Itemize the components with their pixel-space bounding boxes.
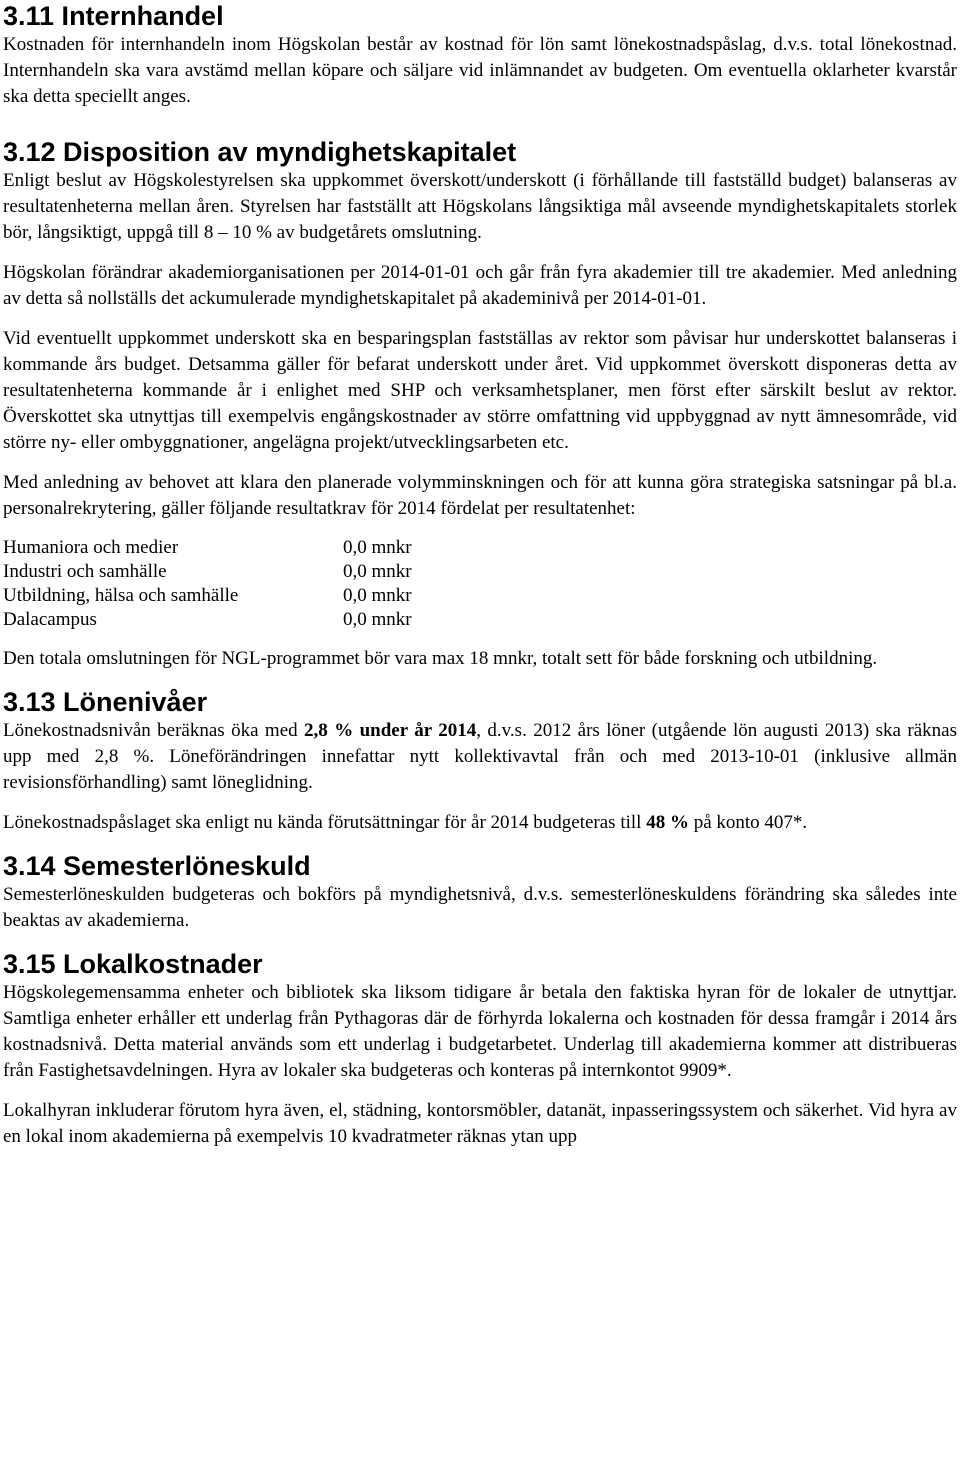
paragraph: Med anledning av behovet att klara den planerade volymminskningen och för att kunna göra strategiska satsningar på bl.a. personalrekrytering, gäller följande resultatkrav för 2014 fördelat per resultatenhet: bbox=[3, 472, 957, 519]
section-heading-3-11: 3.11 Internhandel bbox=[3, 1, 224, 31]
paragraph: Den totala omslutningen för NGL-programmet bör vara max 18 mnkr, totalt sett för både forskning och utbildning. bbox=[3, 648, 878, 669]
section-heading-3-12: 3.12 Disposition av myndighetskapitalet bbox=[3, 137, 517, 167]
section-heading-3-14: 3.14 Semesterlöneskuld bbox=[3, 851, 311, 881]
result-requirements-list bbox=[3, 536, 957, 632]
result-value: 0,0 mnkr bbox=[343, 561, 412, 582]
paragraph: Vid eventuellt uppkommet underskott ska en besparingsplan fastställas av rektor som påvisar hur underskottet balanseras i kommande års budget. Detsamma gäller för befarat underskott under året. Vid uppkommet överskott disponeras detta av resultatenheterna kommande år i enlighet med SHP och verksamhetsplaner, men först efter särskilt beslut av rektor. Överskottet ska utnyttjas till exempelvis engångskostnader av större omfattning vid uppbyggnad av nytt ämnesområde, vid större ny- eller ombyggnationer, angelägna projekt/utvecklingsarbeten etc. bbox=[3, 328, 957, 453]
text-span: på konto 407*. bbox=[688, 812, 808, 833]
bold-text: 2,8 % under år 2014 bbox=[304, 720, 477, 741]
text-span: Lönekostnadsnivån beräknas öka med bbox=[3, 720, 305, 741]
list-item bbox=[3, 608, 957, 632]
result-value: 0,0 mnkr bbox=[343, 609, 412, 630]
paragraph: Semesterlöneskulden budgeteras och bokförs på myndighetsnivå, d.v.s. semesterlöneskuldens förändring ska således inte beaktas av akademierna. bbox=[3, 884, 957, 931]
section-heading-3-15: 3.15 Lokalkostnader bbox=[3, 949, 263, 979]
bold-text: 48 % bbox=[646, 812, 689, 833]
section-heading-3-13: 3.13 Lönenivåer bbox=[3, 687, 208, 717]
paragraph: Kostnaden för internhandeln inom Högskolan består av kostnad för lön samt lönekostnadspåslag, d.v.s. total lönekostnad. Internhandeln ska vara avstämd mellan köpare och säljare vid inlämnandet av budgeten. Om eventuella oklarheter kvarstår ska detta speciellt anges. bbox=[3, 34, 957, 107]
result-unit-name: Utbildning, hälsa och samhälle bbox=[3, 585, 239, 606]
result-value: 0,0 mnkr bbox=[343, 537, 412, 558]
result-unit-name: Industri och samhälle bbox=[3, 561, 167, 582]
text-span: , d.v.s. 2012 års löner (utgående lön augusti 2013) ska räknas upp med 2,8 %. Löneförändringen innefattar nytt kollektivavtal från och med 2013-10-01 (inklusive allmän revisionsförhandling) samt löneglidning. bbox=[3, 720, 957, 793]
result-unit-name: Humaniora och medier bbox=[3, 537, 179, 558]
paragraph bbox=[3, 810, 957, 836]
list-item bbox=[3, 560, 957, 584]
list-item bbox=[3, 584, 957, 608]
list-item bbox=[3, 536, 957, 560]
result-value: 0,0 mnkr bbox=[343, 585, 412, 606]
paragraph: Enligt beslut av Högskolestyrelsen ska uppkommet överskott/underskott (i förhållande till fastställd budget) balanseras av resultatenheterna mellan åren. Styrelsen har fastställt att Högskolans långsiktiga mål avseende myndighetskapitalets storlek bör, långsiktigt, uppgå till 8 – 10 % av budgetårets omslutning. bbox=[3, 170, 957, 243]
paragraph: Högskolegemensamma enheter och bibliotek ska liksom tidigare år betala den faktiska hyran för de lokaler de utnyttjar. Samtliga enheter erhåller ett underlag från Pythagoras där de förhyrda lokalerna och kostnaden för dessa framgår i 2014 års kostnadsnivå. Detta material används som ett underlag i budgetarbetet. Underlag till akademierna kommer att distribueras från Fastighetsavdelningen. Hyra av lokaler ska budgeteras och konteras på internkontot 9909*. bbox=[3, 982, 957, 1081]
text-span: Lönekostnadspåslaget ska enligt nu kända förutsättningar för år 2014 budgeteras till bbox=[3, 812, 647, 833]
paragraph: Lokalhyran inkluderar förutom hyra även, el, städning, kontorsmöbler, datanät, inpasseringssystem och säkerhet. Vid hyra av en lokal inom akademierna på exempelvis 10 kvadratmeter räknas ytan upp bbox=[3, 1100, 957, 1147]
paragraph: Högskolan förändrar akademiorganisationen per 2014-01-01 och går från fyra akademier till tre akademier. Med anledning av detta så nollställs det ackumulerade myndighetskapitalet på akademinivå per 2014-01-01. bbox=[3, 262, 957, 309]
paragraph bbox=[3, 718, 957, 796]
result-unit-name: Dalacampus bbox=[3, 609, 97, 630]
